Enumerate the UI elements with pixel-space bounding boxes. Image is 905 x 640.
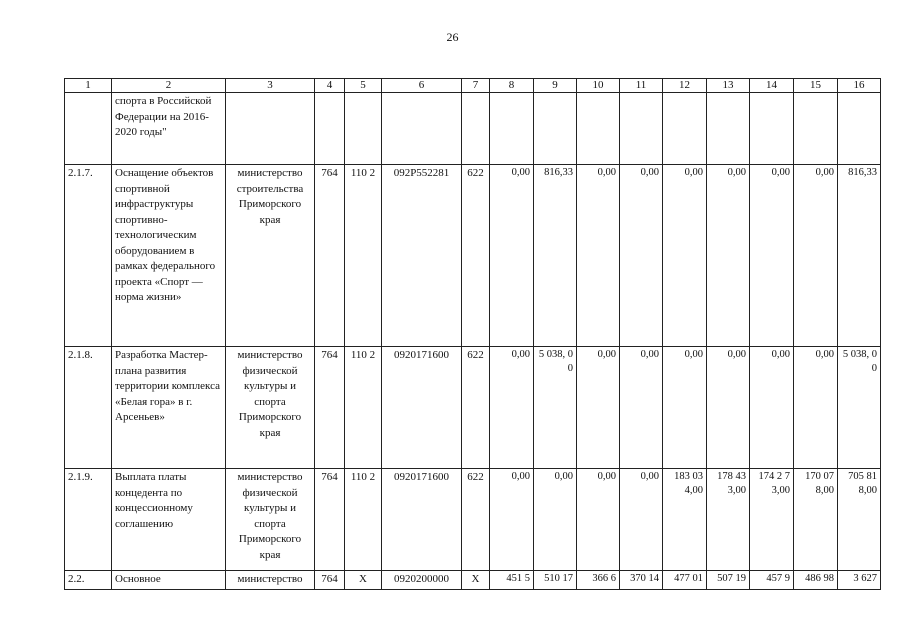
row-c15: 486 98 [794, 571, 838, 590]
row-c12 [663, 93, 707, 165]
row-c4 [315, 93, 345, 165]
row-c9: 510 17 [534, 571, 577, 590]
header-cell: 13 [707, 79, 750, 93]
row-c16 [838, 93, 881, 165]
row-c13: 507 19 [707, 571, 750, 590]
row-id: 2.1.8. [65, 347, 112, 469]
row-c12: 0,00 [663, 165, 707, 347]
row-c6: 0920171600 [382, 469, 462, 571]
row-c12: 0,00 [663, 347, 707, 469]
budget-table [64, 78, 881, 590]
row-c5: 110 2 [345, 165, 382, 347]
header-row [65, 79, 881, 93]
header-cell: 16 [838, 79, 881, 93]
row-c4: 764 [315, 571, 345, 590]
header-cell: 3 [226, 79, 315, 93]
row-c14: 0,00 [750, 347, 794, 469]
row-c12: 183 03 4,00 [663, 469, 707, 571]
row-c9: 5 038, 00 [534, 347, 577, 469]
row-c14: 0,00 [750, 165, 794, 347]
header-cell: 9 [534, 79, 577, 93]
row-org [226, 93, 315, 165]
row-c8: 0,00 [490, 165, 534, 347]
header-cell: 4 [315, 79, 345, 93]
row-c7: 622 [462, 165, 490, 347]
table-row [65, 165, 881, 347]
row-c15 [794, 93, 838, 165]
header-cell: 15 [794, 79, 838, 93]
row-name: Разработка Мастер-плана развития территории комплекса «Белая гора» в г. Арсеньев» [112, 347, 226, 469]
row-c10: 0,00 [577, 165, 620, 347]
header-cell: 1 [65, 79, 112, 93]
header-cell: 10 [577, 79, 620, 93]
header-cell: 11 [620, 79, 663, 93]
row-id [65, 93, 112, 165]
row-c9: 0,00 [534, 469, 577, 571]
page-number: 26 [446, 30, 459, 44]
row-c4: 764 [315, 347, 345, 469]
row-c5 [345, 93, 382, 165]
row-id: 2.1.7. [65, 165, 112, 347]
row-c12: 477 01 [663, 571, 707, 590]
row-org: министерство [226, 571, 315, 590]
row-c6: 0920171600 [382, 347, 462, 469]
row-c13: 178 43 3,00 [707, 469, 750, 571]
row-c16: 3 627 [838, 571, 881, 590]
row-c16: 705 81 8,00 [838, 469, 881, 571]
row-c7: 622 [462, 469, 490, 571]
row-c8: 451 5 [490, 571, 534, 590]
row-c8: 0,00 [490, 469, 534, 571]
row-id: 2.2. [65, 571, 112, 590]
row-c8 [490, 93, 534, 165]
row-c6: 092Р552281 [382, 165, 462, 347]
header-cell: 7 [462, 79, 490, 93]
row-org: министерство строительства Приморского края [226, 165, 315, 347]
header-cell: 8 [490, 79, 534, 93]
table-row [65, 93, 881, 165]
row-c9: 816,33 [534, 165, 577, 347]
row-c15: 0,00 [794, 165, 838, 347]
row-c5: 110 2 [345, 347, 382, 469]
row-c16: 5 038, 00 [838, 347, 881, 469]
row-c8: 0,00 [490, 347, 534, 469]
header-cell: 12 [663, 79, 707, 93]
header-cell: 2 [112, 79, 226, 93]
row-c9 [534, 93, 577, 165]
row-c13: 0,00 [707, 347, 750, 469]
row-c6: 0920200000 [382, 571, 462, 590]
row-c7: 622 [462, 347, 490, 469]
row-c11: 370 14 [620, 571, 663, 590]
row-org: министерство физической культуры и спорта Приморского края [226, 347, 315, 469]
row-id: 2.1.9. [65, 469, 112, 571]
row-c13 [707, 93, 750, 165]
row-c15: 170 07 8,00 [794, 469, 838, 571]
row-name: спорта в Российской Федерации на 2016-2020 годы" [112, 93, 226, 165]
header-cell: 14 [750, 79, 794, 93]
row-c15: 0,00 [794, 347, 838, 469]
row-c10 [577, 93, 620, 165]
row-c10: 366 6 [577, 571, 620, 590]
table-row [65, 469, 881, 571]
row-c6 [382, 93, 462, 165]
row-c16: 816,33 [838, 165, 881, 347]
row-c11: 0,00 [620, 165, 663, 347]
table-row [65, 571, 881, 590]
row-c10: 0,00 [577, 469, 620, 571]
row-name: Основное [112, 571, 226, 590]
row-name: Выплата платы концедента по концессионному соглашению [112, 469, 226, 571]
row-c14: 457 9 [750, 571, 794, 590]
row-c7: Х [462, 571, 490, 590]
row-c10: 0,00 [577, 347, 620, 469]
row-c13: 0,00 [707, 165, 750, 347]
table-row [65, 347, 881, 469]
row-c4: 764 [315, 469, 345, 571]
row-org: министерство физической культуры и спорта Приморского края [226, 469, 315, 571]
row-c14: 174 2 73,00 [750, 469, 794, 571]
row-c11: 0,00 [620, 469, 663, 571]
header-cell: 5 [345, 79, 382, 93]
row-c4: 764 [315, 165, 345, 347]
row-c11: 0,00 [620, 347, 663, 469]
row-c14 [750, 93, 794, 165]
header-cell: 6 [382, 79, 462, 93]
row-c11 [620, 93, 663, 165]
row-c5: 110 2 [345, 469, 382, 571]
row-c7 [462, 93, 490, 165]
row-c5: Х [345, 571, 382, 590]
row-name: Оснащение объектов спортивной инфраструктуры спортивно-технологическим оборудованием в рамках федерального проекта «Спорт — норма жизни» [112, 165, 226, 347]
